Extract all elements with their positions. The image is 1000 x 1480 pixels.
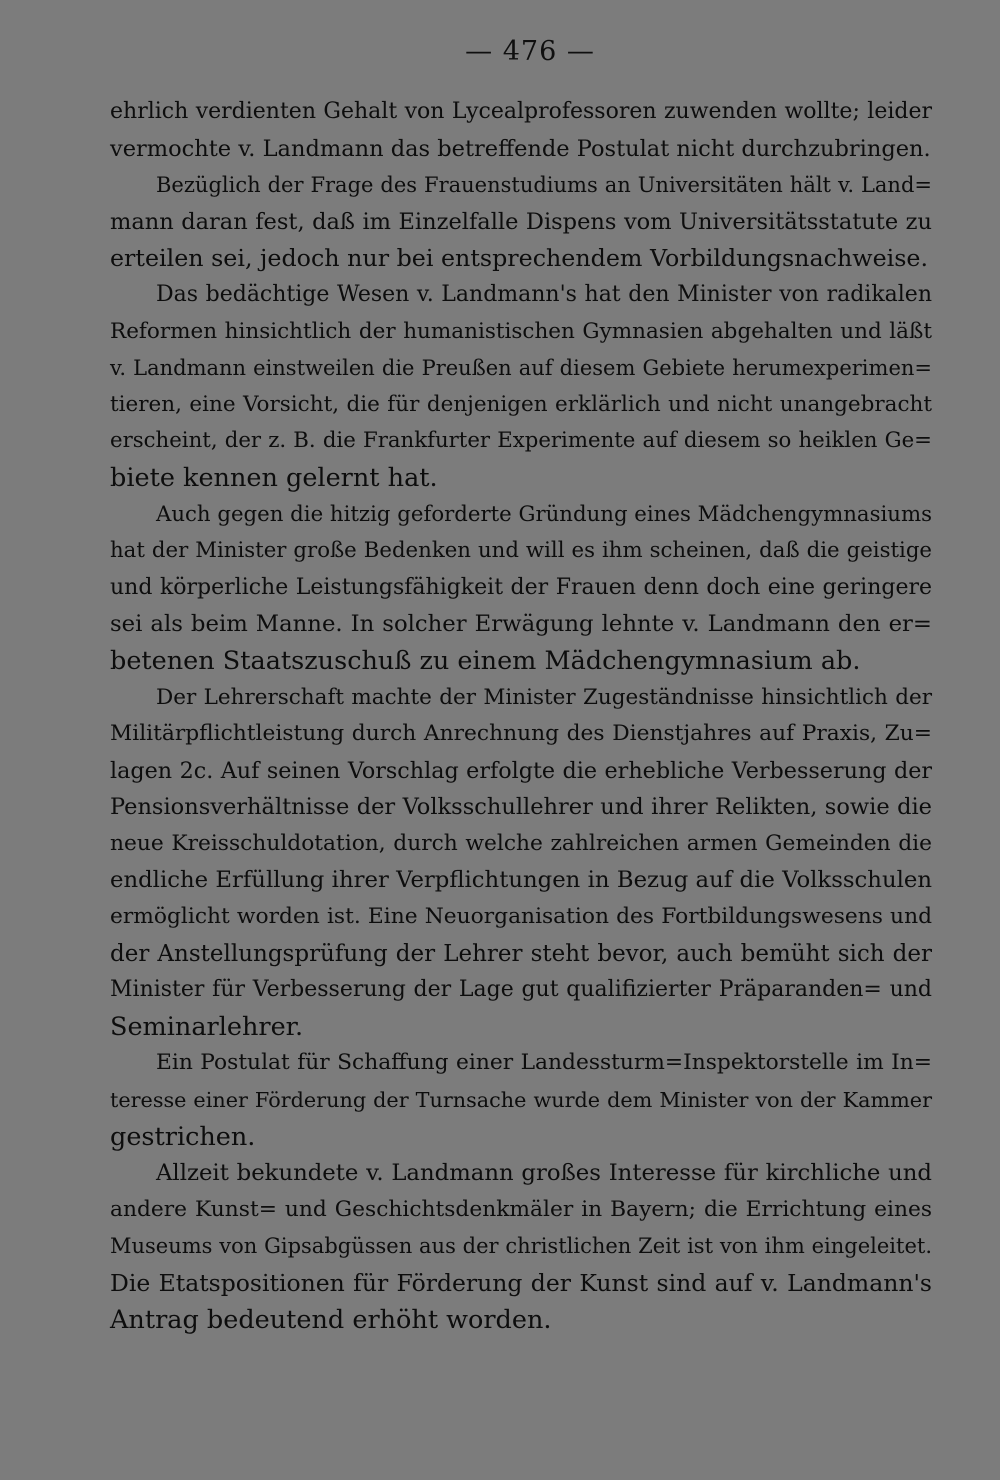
text-line: ermöglicht worden ist. Eine Neuorganisation des Fortbildungswesens und xyxy=(110,904,932,930)
text-line: erteilen sei, jedoch nur bei entsprechendem Vorbildungsnachweise. xyxy=(110,244,929,273)
text-line: Der Lehrerschaft machte der Minister Zugeständnisse hinsichtlich der xyxy=(156,684,932,710)
text-line: Antrag bedeutend erhöht worden. xyxy=(110,1304,552,1335)
text-line: biete kennen gelernt hat. xyxy=(110,462,438,493)
text-line: Bezüglich der Frage des Frauenstudiums an Universitäten hält v. Land= xyxy=(156,173,932,198)
text-line: Pensionsverhältnisse der Volksschullehrer und ihrer Relikten, sowie die xyxy=(110,794,932,821)
paragraph xyxy=(110,497,932,680)
text-line: Ein Postulat für Schaffung einer Landessturm=Inspektorstelle im In= xyxy=(156,1050,932,1076)
text-line: andere Kunst= und Geschichtsdenkmäler in Bayern; die Errichtung eines xyxy=(110,1196,932,1222)
text-line: Allzeit bekundete v. Landmann großes Interesse für kirchliche und xyxy=(156,1160,932,1187)
text-line: hat der Minister große Bedenken und will es ihm scheinen, daß die geistige xyxy=(110,538,932,564)
text-line: v. Landmann einstweilen die Preußen auf diesem Gebiete herumexperimen= xyxy=(110,356,932,381)
text-line: betenen Staatszuschuß zu einem Mädchengymnasium ab. xyxy=(110,645,861,676)
text-line: und körperliche Leistungsfähigkeit der Frauen denn doch eine geringere xyxy=(110,574,932,600)
text-line: Auch gegen die hitzig geforderte Gründung eines Mädchengymnasiums xyxy=(156,501,933,527)
text-line: Seminarlehrer. xyxy=(110,1011,304,1042)
text-line: lagen 2c. Auf seinen Vorschlag erfolgte die erhebliche Verbesserung der xyxy=(110,757,932,784)
text-line: ehrlich verdienten Gehalt von Lycealprofessoren zuwenden wollte; leider xyxy=(110,99,932,124)
paragraph xyxy=(110,277,932,497)
text-line: neue Kreisschuldotation, durch welche zahlreichen armen Gemeinden die xyxy=(110,830,932,856)
text-line: Museums von Gipsabgüssen aus der christlichen Zeit ist von ihm eingeleitet. xyxy=(110,1234,932,1259)
text-line: sei als beim Manne. In solcher Erwägung lehnte v. Landmann den er= xyxy=(110,611,932,638)
text-line: endliche Erfüllung ihrer Verpflichtungen in Bezug auf die Volksschulen xyxy=(110,867,932,894)
text-line: gestrichen. xyxy=(110,1121,256,1152)
page-number: — 476 — xyxy=(465,36,595,67)
text-line: Die Etatspositionen für Förderung der Kunst sind auf v. Landmann's xyxy=(110,1269,932,1297)
text-line: mann daran fest, daß im Einzelfalle Dispens vom Universitätsstatute zu xyxy=(110,208,932,235)
text-line: teresse einer Förderung der Turnsache wurde dem Minister von der Kammer xyxy=(110,1088,932,1113)
paragraph xyxy=(110,167,932,277)
text-line: erscheint, der z. B. die Frankfurter Experimente auf diesem so heiklen Ge= xyxy=(110,428,932,454)
text-line: Reformen hinsichtlich der humanistischen Gymnasien abgehalten und läßt xyxy=(110,318,932,344)
text-line: Das bedächtige Wesen v. Landmann's hat den Minister von radikalen xyxy=(156,281,932,307)
text-line: tieren, eine Vorsicht, die für denjenigen erklärlich und nicht unangebracht xyxy=(110,391,932,417)
text-line: Militärpflichtleistung durch Anrechnung des Dienstjahres auf Praxis, Zu= xyxy=(110,721,932,747)
paragraph xyxy=(110,1045,932,1155)
text-line: vermochte v. Landmann das betreffende Postulat nicht durchzubringen. xyxy=(110,135,931,162)
paragraph xyxy=(110,1155,932,1338)
paragraph xyxy=(110,94,932,167)
body-text xyxy=(110,94,932,1338)
paragraph xyxy=(110,680,932,1046)
text-line: Minister für Verbesserung der Lage gut qualifizierter Präparanden= und xyxy=(110,977,932,1003)
text-line: der Anstellungsprüfung der Lehrer steht bevor, auch bemüht sich der xyxy=(110,940,932,967)
